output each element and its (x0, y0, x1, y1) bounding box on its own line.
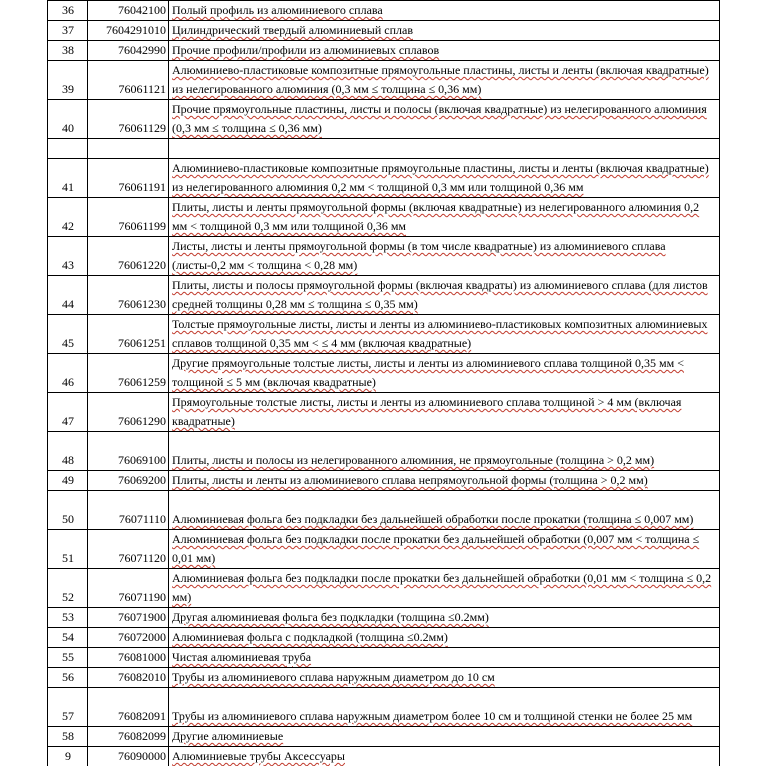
hs-code-cell: 76061251 (88, 315, 169, 354)
hs-code-cell: 76061259 (88, 354, 169, 393)
table-row (48, 432, 720, 471)
hs-code-cell (88, 139, 169, 159)
tariff-code-table (47, 0, 720, 766)
row-number-cell: 48 (48, 432, 88, 471)
description-cell: Алюминиевые трубы Аксессуары (169, 747, 720, 766)
row-number-cell: 9 (48, 747, 88, 766)
hs-code-cell: 76061121 (88, 61, 169, 100)
description-cell: Листы, листы и ленты прямоугольной формы (в том числе квадратные) из алюминиевого сплава (листы-0,2 мм < толщина < 0,28 мм) (169, 237, 720, 276)
hs-code-cell: 76061191 (88, 159, 169, 198)
description-cell: Толстые прямоугольные листы, листы и ленты из алюминиево-пластиковых композитных алюминиевых сплавов толщиной 0,35 мм < ≤ 4 мм (включая квадратные) (169, 315, 720, 354)
description-cell: Полый профиль из алюминиевого сплава (169, 1, 720, 21)
hs-code-cell: 76061290 (88, 393, 169, 432)
hs-code-cell: 76082010 (88, 668, 169, 688)
row-number-cell (48, 139, 88, 159)
table-row (48, 727, 720, 747)
hs-code-cell: 76072000 (88, 628, 169, 648)
table-row (48, 198, 720, 237)
table-row (48, 237, 720, 276)
description-cell: Плиты, листы и ленты из алюминиевого сплава непрямоугольной формы (толщина > 0,2 мм) (169, 471, 720, 491)
hs-code-cell: 76069200 (88, 471, 169, 491)
hs-code-cell: 76071120 (88, 530, 169, 569)
description-cell: Чистая алюминиевая труба (169, 648, 720, 668)
row-number-cell: 41 (48, 159, 88, 198)
hs-code-cell: 76069100 (88, 432, 169, 471)
description-cell: Плиты, листы и полосы прямоугольной формы (включая квадраты) из алюминиевого сплава (для листов средней толщины 0,28 мм ≤ толщина ≤ 0,35 мм) (169, 276, 720, 315)
table-row (48, 21, 720, 41)
row-number-cell: 57 (48, 688, 88, 727)
description-cell: Алюминиевая фольга с подкладкой (толщина ≤0.2мм) (169, 628, 720, 648)
table-row (48, 471, 720, 491)
row-number-cell: 39 (48, 61, 88, 100)
description-cell: Алюминиево-пластиковые композитные прямоугольные пластины, листы и ленты (включая квадратные) из нелегированного алюминия 0,2 мм < толщиной 0,3 мм или толщиной 0,36 мм (169, 159, 720, 198)
row-number-cell: 56 (48, 668, 88, 688)
table-row (48, 393, 720, 432)
description-cell: Плиты, листы и ленты прямоугольной формы (включая квадратные) из нелегированного алюминия 0,2 мм < толщиной 0,3 мм или толщиной 0,36 мм (169, 198, 720, 237)
row-number-cell: 53 (48, 608, 88, 628)
description-cell: Другая алюминиевая фольга без подкладки (толщина ≤0.2мм) (169, 608, 720, 628)
table-row (48, 628, 720, 648)
hs-code-cell: 76061220 (88, 237, 169, 276)
description-cell: Алюминиевая фольга без подкладки без дальнейшей обработки после прокатки (толщина ≤ 0,007 мм) (169, 491, 720, 530)
table-row (48, 569, 720, 608)
description-cell: Плиты, листы и полосы из нелегированного алюминия, не прямоугольные (толщина > 0,2 мм) (169, 432, 720, 471)
table-row (48, 530, 720, 569)
table-row (48, 100, 720, 139)
table-row (48, 139, 720, 159)
row-number-cell: 47 (48, 393, 88, 432)
description-cell: Прочие прямоугольные пластины, листы и полосы (включая квадратные) из нелегированного алюминия (0,3 мм ≤ толщина ≤ 0,36 мм) (169, 100, 720, 139)
row-number-cell: 36 (48, 1, 88, 21)
table-body (48, 1, 720, 766)
table-row (48, 491, 720, 530)
row-number-cell: 51 (48, 530, 88, 569)
description-cell: Другие прямоугольные толстые листы, листы и ленты из алюминиевого сплава толщиной 0,35 мм < толщиной ≤ 5 мм (включая квадратные) (169, 354, 720, 393)
row-number-cell: 42 (48, 198, 88, 237)
table-row (48, 276, 720, 315)
table-row (48, 747, 720, 766)
row-number-cell: 52 (48, 569, 88, 608)
table-row (48, 159, 720, 198)
table-row (48, 688, 720, 727)
row-number-cell: 38 (48, 41, 88, 61)
row-number-cell: 40 (48, 100, 88, 139)
hs-code-cell: 76081000 (88, 648, 169, 668)
description-cell (169, 139, 720, 159)
table-row (48, 315, 720, 354)
row-number-cell: 49 (48, 471, 88, 491)
hs-code-cell: 76090000 (88, 747, 169, 766)
table-row (48, 41, 720, 61)
table-row (48, 354, 720, 393)
row-number-cell: 45 (48, 315, 88, 354)
hs-code-cell: 76071110 (88, 491, 169, 530)
row-number-cell: 58 (48, 727, 88, 747)
hs-code-cell: 76061129 (88, 100, 169, 139)
hs-code-cell: 76061199 (88, 198, 169, 237)
description-cell: Трубы из алюминиевого сплава наружным диаметром более 10 см и толщиной стенки не более 25 мм (169, 688, 720, 727)
row-number-cell: 44 (48, 276, 88, 315)
description-cell: Алюминиевая фольга без подкладки после прокатки без дальнейшей обработки (0,01 мм < толщина ≤ 0,2 мм) (169, 569, 720, 608)
description-cell: Алюминиевая фольга без подкладки после прокатки без дальнейшей обработки (0,007 мм < толщина ≤ 0,01 мм) (169, 530, 720, 569)
description-cell: Алюминиево-пластиковые композитные прямоугольные пластины, листы и ленты (включая квадратные) из нелегированного алюминия (0,3 мм ≤ толщина ≤ 0,36 мм) (169, 61, 720, 100)
row-number-cell: 37 (48, 21, 88, 41)
description-cell: Прямоугольные толстые листы, листы и ленты из алюминиевого сплава толщиной > 4 мм (включая квадратные) (169, 393, 720, 432)
description-cell: Прочие профили/профили из алюминиевых сплавов (169, 41, 720, 61)
table-row (48, 608, 720, 628)
table-row (48, 648, 720, 668)
row-number-cell: 43 (48, 237, 88, 276)
description-cell: Трубы из алюминиевого сплава наружным диаметром до 10 см (169, 668, 720, 688)
table-row (48, 668, 720, 688)
row-number-cell: 46 (48, 354, 88, 393)
hs-code-cell: 76042990 (88, 41, 169, 61)
hs-code-cell: 76042100 (88, 1, 169, 21)
table-row (48, 1, 720, 21)
description-cell: Другие алюминиевые (169, 727, 720, 747)
hs-code-cell: 7604291010 (88, 21, 169, 41)
table-row (48, 61, 720, 100)
hs-code-cell: 76061230 (88, 276, 169, 315)
hs-code-cell: 76082099 (88, 727, 169, 747)
row-number-cell: 54 (48, 628, 88, 648)
hs-code-cell: 76082091 (88, 688, 169, 727)
row-number-cell: 50 (48, 491, 88, 530)
hs-code-cell: 76071900 (88, 608, 169, 628)
row-number-cell: 55 (48, 648, 88, 668)
hs-code-cell: 76071190 (88, 569, 169, 608)
description-cell: Цилиндрический твердый алюминиевый сплав (169, 21, 720, 41)
